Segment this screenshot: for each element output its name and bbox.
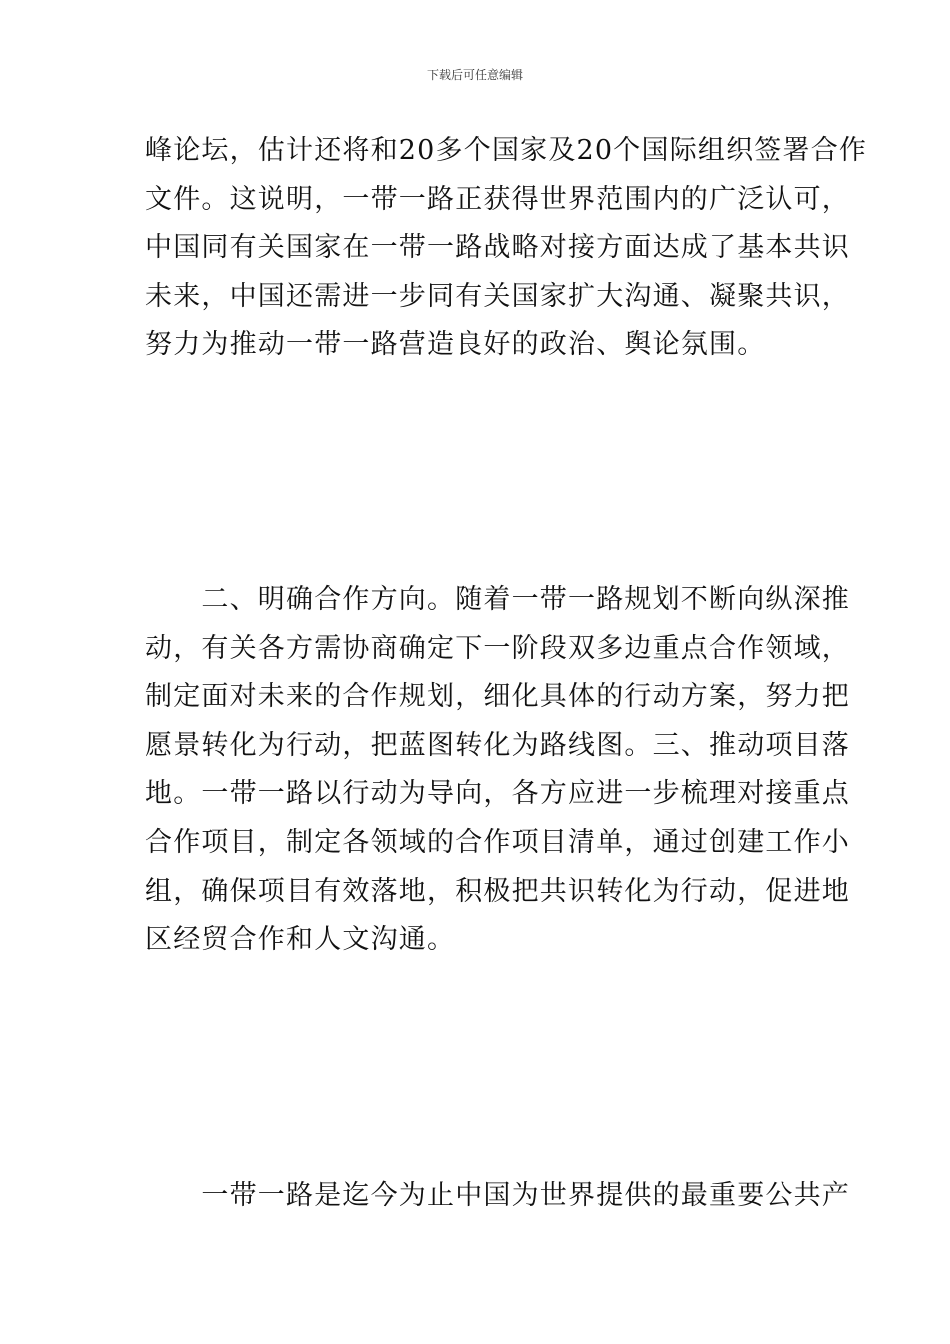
text-line: 愿景转化为行动，把蓝图转化为路线图。三、推动项目落 [145, 729, 850, 761]
text-line: 地。一带一路以行动为导向，各方应进一步梳理对接重点 [145, 778, 850, 810]
text-line: 动，有关各方需协商确定下一阶段双多边重点合作领域， [145, 632, 850, 664]
paragraph-3 [145, 1172, 850, 1221]
text-line: 一带一路是迄今为止中国为世界提供的最重要公共产 [145, 1180, 850, 1211]
text-line: 未来，中国还需进一步同有关国家扩大沟通、凝聚共识， [145, 280, 850, 312]
text-line: 努力为推动一带一路营造良好的政治、舆论氛围。 [145, 329, 766, 361]
text-line: 组，确保项目有效落地，积极把共识转化为行动，促进地 [145, 875, 850, 907]
text-line: 制定面对未来的合作规划，细化具体的行动方案，努力把 [145, 681, 850, 713]
text-line: 区经贸合作和人文沟通。 [145, 924, 456, 956]
text-line: 文件。这说明，一带一路正获得世界范围内的广泛认可， [145, 183, 850, 215]
text-line: 二、明确合作方向。随着一带一路规划不断向纵深推 [145, 584, 850, 615]
paragraph-1 [145, 127, 868, 370]
text-line: 中国同有关国家在一带一路战略对接方面达成了基本共识 [145, 232, 850, 264]
paragraph-2 [145, 576, 850, 965]
page-header: 下载后可任意编辑 [426, 68, 523, 82]
text-line: 峰论坛，估计还将和20多个国家及20个国际组织签署合作 [145, 135, 868, 166]
text-line: 合作项目，制定各领域的合作项目清单，通过创建工作小 [145, 826, 850, 858]
